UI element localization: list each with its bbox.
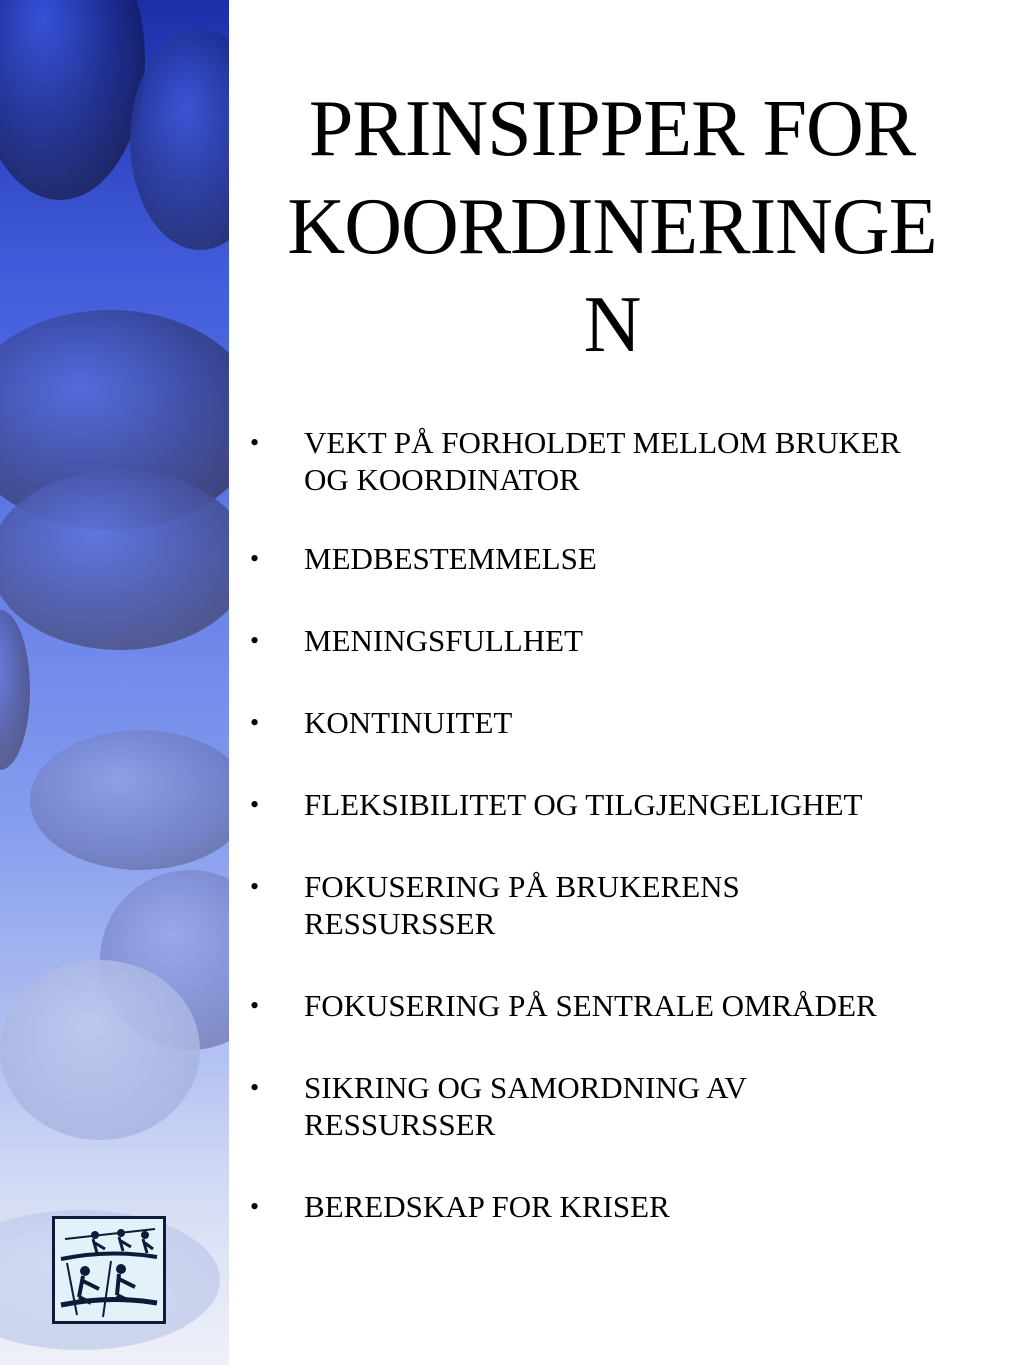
bullet-dot: • [250,790,260,819]
list-item-text: KONTINUITET [304,705,513,740]
list-item-text: FOKUSERING PÅ SENTRALE OMRÅDER [304,988,877,1023]
bullet-dot: • [250,544,260,573]
bullet-dot: • [250,872,260,901]
list-item-text [304,1069,984,1143]
bullet-dot: • [250,428,260,457]
bullet-dot: • [250,1192,260,1221]
list-item-text [304,424,984,498]
list-item-line: RESSURSSER [304,1107,496,1142]
list-item-line: RESSURSSER [304,906,496,941]
list-item-text [304,868,984,942]
list-item-line: SIKRING OG SAMORDNING AV [304,1070,747,1105]
title-line-2: KOORDINERINGE [287,183,937,271]
bullet-dot: • [250,991,260,1020]
list-item-line: VEKT PÅ FORHOLDET MELLOM BRUKER [304,425,901,460]
list-item-text: FLEKSIBILITET OG TILGJENGELIGHET [304,787,863,822]
slide-title [262,80,962,374]
list-item-line: OG KOORDINATOR [304,462,580,497]
list-item-text: MENINGSFULLHET [304,623,583,658]
title-line-3: N [583,281,641,369]
bullet-dot: • [250,1073,260,1102]
blue-stones-image [0,0,229,1365]
bullet-dot: • [250,626,260,655]
logo-graphic [55,1219,163,1321]
bullet-dot: • [250,708,260,737]
rowing-figures-logo-icon [52,1216,166,1324]
list-item-text: BEREDSKAP FOR KRISER [304,1189,670,1224]
stones-illustration [0,0,229,1365]
list-item-line: FOKUSERING PÅ BRUKERENS [304,869,740,904]
title-line-1: PRINSIPPER FOR [308,85,916,173]
list-item-text: MEDBESTEMMELSE [304,541,597,576]
